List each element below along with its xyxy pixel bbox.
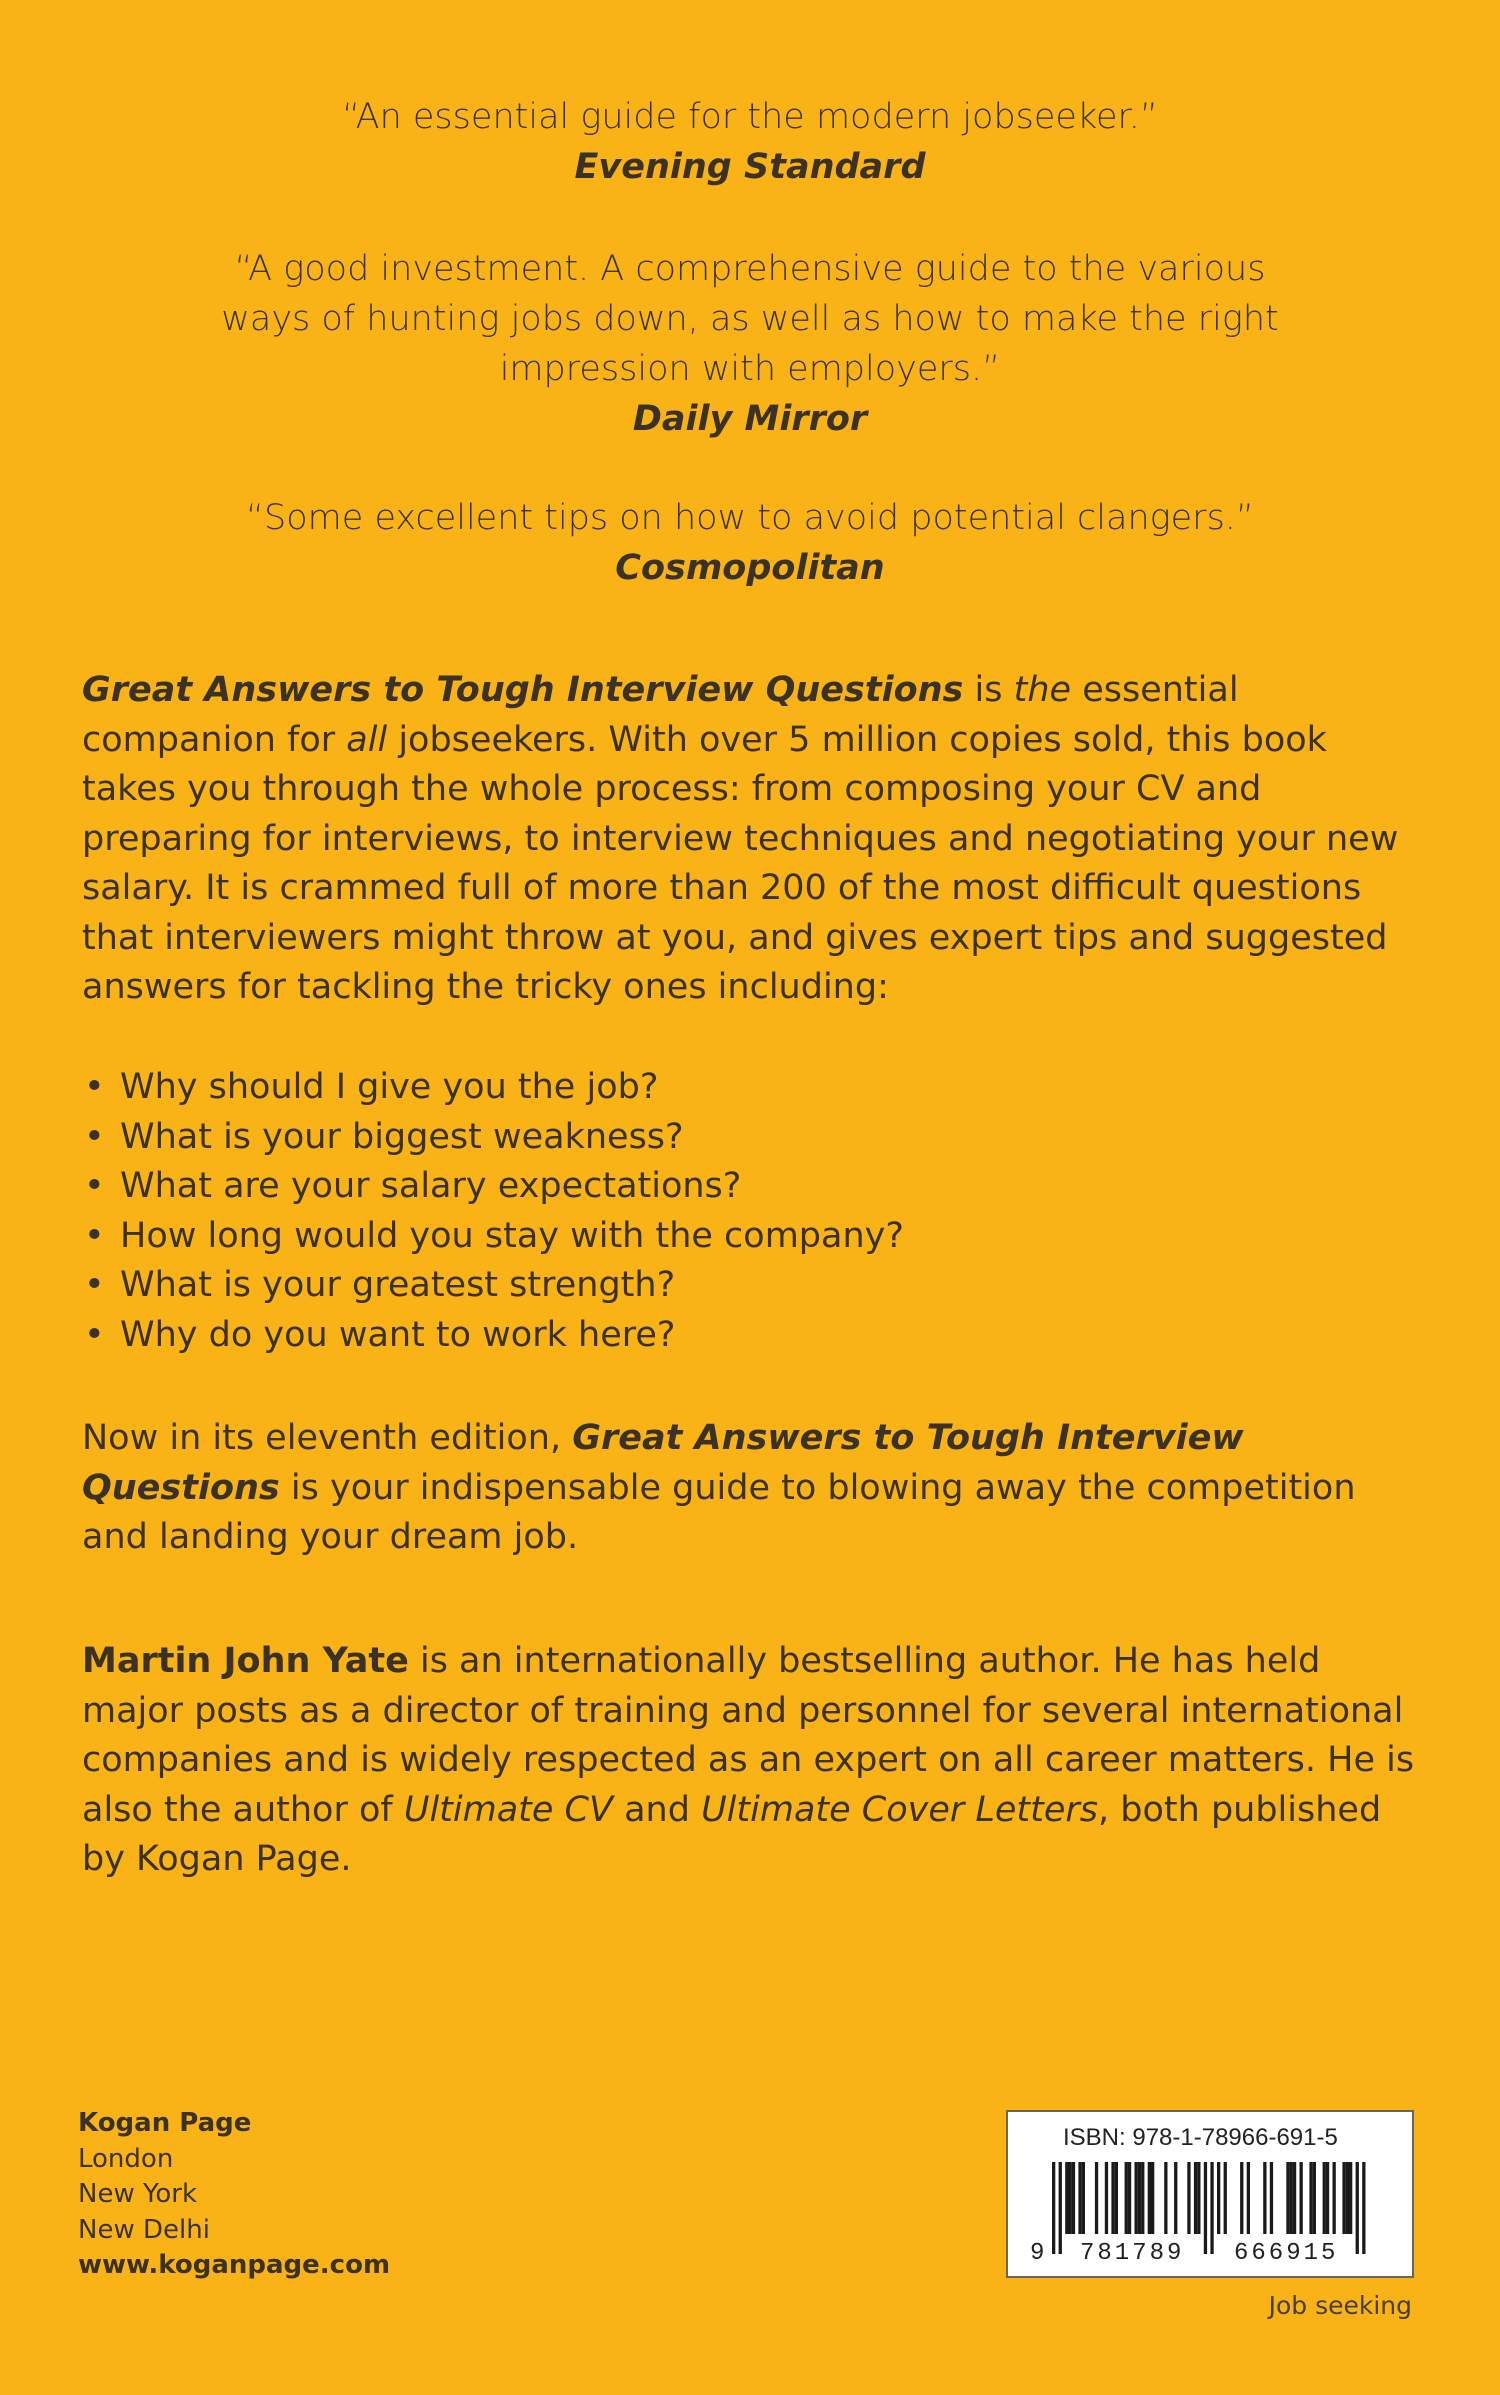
barcode-digits-left: 781789	[1080, 2240, 1185, 2267]
other-book-title: Ultimate CV	[403, 1789, 613, 1830]
barcode-bar	[1326, 2162, 1329, 2234]
barcode-bar	[1105, 2162, 1108, 2234]
quote-source: Evening Standard	[574, 147, 926, 187]
author-text: is an internationally bestselling author. He has held major posts as a director of training and personnel for several international companies and is widely respected as an expert on all career matters. He is also the author of	[82, 1641, 1415, 1830]
barcode-bar	[1135, 2162, 1138, 2234]
barcode-bar	[1164, 2162, 1167, 2234]
barcode-bar	[1069, 2162, 1072, 2234]
barcode-bar	[1247, 2162, 1250, 2234]
barcode-bar	[1210, 2162, 1213, 2254]
description-text: jobseekers. With over 5 million copies sold, this book takes you through the whole process: from composing your CV and preparing for interviews, to interview techniques and negotiating your new salary. It is crammed full of more than 200 of the most difficult questions that interviewers might throw at you, and gives expert tips and suggested answers for tackling the tricky ones including:	[82, 719, 1399, 1007]
barcode-bar	[1224, 2162, 1227, 2234]
barcode-bar	[1151, 2162, 1154, 2234]
barcode-bar	[1356, 2162, 1359, 2254]
publisher-block	[78, 2106, 390, 2284]
emphasis-the: the	[1013, 670, 1072, 710]
barcode-bar	[1362, 2162, 1365, 2254]
other-book-title: Ultimate Cover Letters	[701, 1789, 1099, 1830]
barcode-bar	[1349, 2162, 1352, 2234]
barcode-bar	[1313, 2162, 1316, 2234]
emphasis-all: all	[346, 719, 388, 760]
barcode-bar	[1128, 2162, 1131, 2234]
barcode-bar	[1065, 2162, 1068, 2234]
edition-text: is your indispensable guide to blowing away the competition and landing your dream job.	[82, 1467, 1356, 1557]
list-item: • What are your salary expectations?	[82, 1162, 1382, 1212]
description-text: is	[963, 670, 1014, 710]
barcode-bar	[1217, 2162, 1220, 2234]
publisher-city: New York	[78, 2179, 198, 2209]
publisher-website: www.koganpage.com	[78, 2250, 391, 2280]
barcode-box	[1006, 2110, 1414, 2278]
author-name: Martin John Yate	[82, 1641, 409, 1681]
edition-paragraph	[82, 1414, 1422, 1563]
barcode-bar	[1072, 2162, 1075, 2234]
author-text: and	[612, 1789, 702, 1830]
barcode-bar	[1204, 2162, 1207, 2254]
quote-evening-standard	[150, 92, 1350, 192]
quote-source: Cosmopolitan	[615, 548, 885, 588]
barcode-digits-right: 666915	[1234, 2240, 1339, 2267]
barcode-bar	[1187, 2162, 1190, 2234]
barcode-bar	[1148, 2162, 1151, 2234]
barcode-bar	[1174, 2162, 1177, 2234]
barcode-digit-lead: 9	[1030, 2240, 1045, 2267]
barcode-bar	[1290, 2162, 1293, 2234]
quote-text: “An essential guide for the modern jobseeker.”	[342, 97, 1158, 137]
barcode-bar	[1286, 2162, 1289, 2234]
quote-source: Daily Mirror	[632, 399, 868, 439]
quote-text-line: ways of hunting jobs down, as well as how to make the right	[221, 299, 1279, 339]
category-label: Job seeking	[1268, 2291, 1412, 2320]
book-title: Great Answers to Tough Interview Questions	[82, 1418, 1244, 1508]
barcode-bar	[1141, 2162, 1144, 2234]
barcode	[1008, 2112, 1412, 2276]
publisher-city: New Delhi	[78, 2214, 210, 2245]
barcode-bar	[1240, 2162, 1243, 2234]
list-item: • What is your greatest strength?	[82, 1261, 1382, 1311]
list-item: • Why should I give you the job?	[82, 1063, 1382, 1113]
barcode-bar	[1115, 2162, 1118, 2234]
quote-text-line: impression with employers.”	[499, 349, 1001, 389]
edition-text: Now in its eleventh edition,	[82, 1418, 573, 1458]
barcode-bar	[1300, 2162, 1303, 2234]
barcode-bar	[1052, 2162, 1055, 2254]
quote-text-line: “A good investment. A comprehensive guide to the various	[234, 249, 1266, 289]
barcode-bar	[1270, 2162, 1273, 2234]
isbn-label: ISBN: 978-1-78966-691-5	[1063, 2124, 1338, 2151]
book-description	[82, 666, 1422, 1013]
barcode-bar	[1346, 2162, 1349, 2234]
quote-cosmopolitan	[150, 493, 1350, 593]
quote-text: “Some excellent tips on how to avoid potential clangers.”	[245, 498, 1255, 538]
barcode-bar	[1263, 2162, 1266, 2234]
barcode-bar	[1111, 2162, 1114, 2234]
barcode-bar	[1138, 2162, 1141, 2234]
list-item: • What is your biggest weakness?	[82, 1113, 1382, 1163]
barcode-bar	[1078, 2162, 1081, 2234]
list-item: • Why do you want to work here?	[82, 1311, 1382, 1361]
barcode-bar	[1197, 2162, 1200, 2234]
publisher-city: London	[78, 2143, 174, 2174]
barcode-bar	[1342, 2162, 1345, 2234]
quote-daily-mirror	[150, 244, 1350, 444]
book-title: Great Answers to Tough Interview Questions	[82, 670, 964, 710]
barcode-bar	[1309, 2162, 1312, 2234]
barcode-bar	[1095, 2162, 1098, 2234]
barcode-bar	[1125, 2162, 1128, 2234]
barcode-bar	[1194, 2162, 1197, 2234]
description-text: essential companion for	[82, 670, 1239, 760]
publisher-name: Kogan Page	[78, 2108, 252, 2138]
question-list	[82, 1063, 1382, 1360]
barcode-bar	[1333, 2162, 1336, 2234]
author-text: , both published by Kogan Page.	[82, 1789, 1382, 1879]
barcode-bar	[1293, 2162, 1296, 2234]
author-bio	[82, 1637, 1422, 1885]
barcode-bar	[1059, 2162, 1062, 2254]
barcode-bar	[1082, 2162, 1085, 2234]
barcode-bar	[1323, 2162, 1326, 2234]
list-item: • How long would you stay with the company?	[82, 1212, 1382, 1262]
